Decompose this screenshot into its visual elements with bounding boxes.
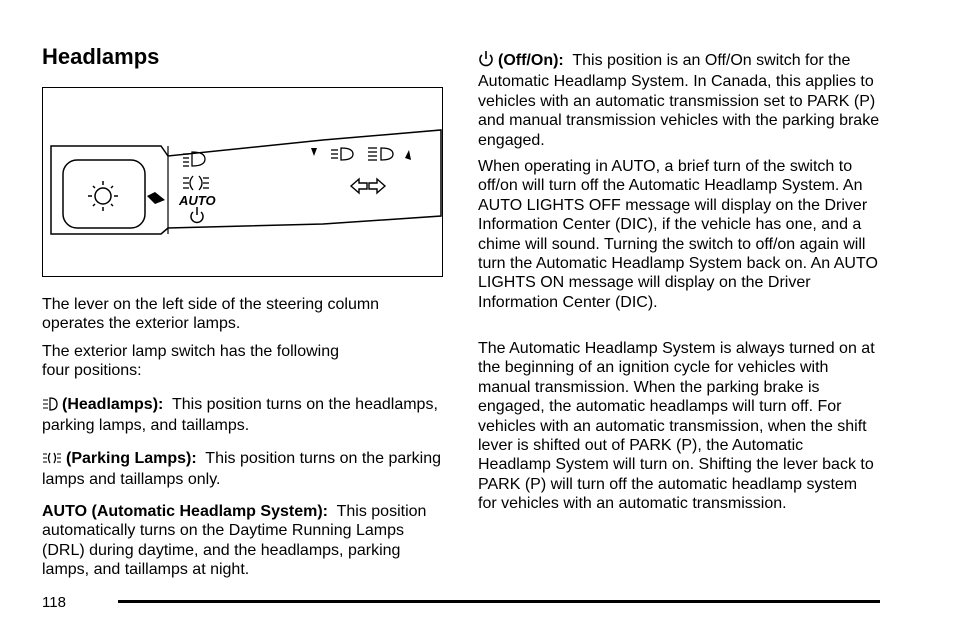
positions-intro-line2: four positions: [42, 362, 142, 380]
footer-rule [118, 600, 880, 603]
parking-lamp-icon [42, 451, 62, 470]
headlamps-text: This position turns on the headlamps, parking lamps, and taillamps. [42, 396, 438, 435]
offon-label: (Off/On): [498, 52, 564, 69]
parking-lamp-symbol-icon [183, 176, 209, 190]
auto-text: This position automatically turns on the Daytime Running Lamps (DRL) during daytime, and the headlamps, parking lamps, and taillamps at night. [42, 503, 427, 579]
intro-paragraph: The lever on the left side of the steering column operates the exterior lamps. [42, 296, 380, 333]
offon-position [478, 51, 880, 150]
page-number: 118 [42, 594, 66, 611]
parking-position [42, 449, 442, 490]
auto-position [42, 502, 442, 580]
auto-operation-paragraph: When operating in AUTO, a brief turn of the switch to off/on will turn off the Automatic Headlamp System. An AUTO LIGHTS OFF message will display on the Driver Information Center (DIC), if the vehicle has one, and a chime will sound. Turning the switch to off/on again will turn the Automatic Headlamp System back on. An AUTO LIGHTS ON message will display on the Driver Information Center (DIC). [478, 158, 878, 311]
headlamps-position [42, 395, 442, 436]
headlamp-symbol-icon [183, 152, 205, 166]
power-symbol-icon [478, 51, 494, 72]
light-sun-icon [88, 181, 118, 211]
lamp-lever-illustration [42, 87, 443, 277]
lever-drawing [43, 88, 444, 278]
auto-label: AUTO (Automatic Headlamp System): [42, 503, 328, 520]
parking-text: This position turns on the parking lamps and taillamps only. [42, 450, 441, 489]
automatic-system-paragraph: The Automatic Headlamp System is always turned on at the beginning of an ignition cycle for vehicles with manual transmission. When the parking brake is engaged, the automatic headlamps will turn off. For vehicles with an automatic transmission, when the shift lever is shifted out of PARK (P), the Automatic Headlamp System will turn on. Shifting the lever back to PARK (P) will turn off the automatic headlamp system for vehicles with an automatic transmission. [478, 340, 875, 513]
turn-signal-arrows-icon [351, 179, 385, 193]
parking-label: (Parking Lamps): [66, 450, 197, 467]
auto-position-label: AUTO [179, 193, 216, 208]
positions-intro [42, 342, 442, 381]
low-beam-icon [331, 148, 353, 160]
high-beam-icon [368, 148, 393, 160]
power-icon [191, 207, 203, 222]
headlamps-label: (Headlamps): [62, 396, 164, 413]
offon-text: This position is an Off/On switch for the Automatic Headlamp System. In Canada, this applies to vehicles with an automatic transmission set to PARK (P) and manual transmission vehicles with the parking brake engaged. [478, 52, 880, 149]
headlamp-icon [42, 397, 58, 416]
positions-intro-line1: The exterior lamp switch has the following [42, 343, 340, 360]
page-title: Headlamps [42, 44, 160, 69]
pointer-arrow-icon [147, 192, 165, 204]
